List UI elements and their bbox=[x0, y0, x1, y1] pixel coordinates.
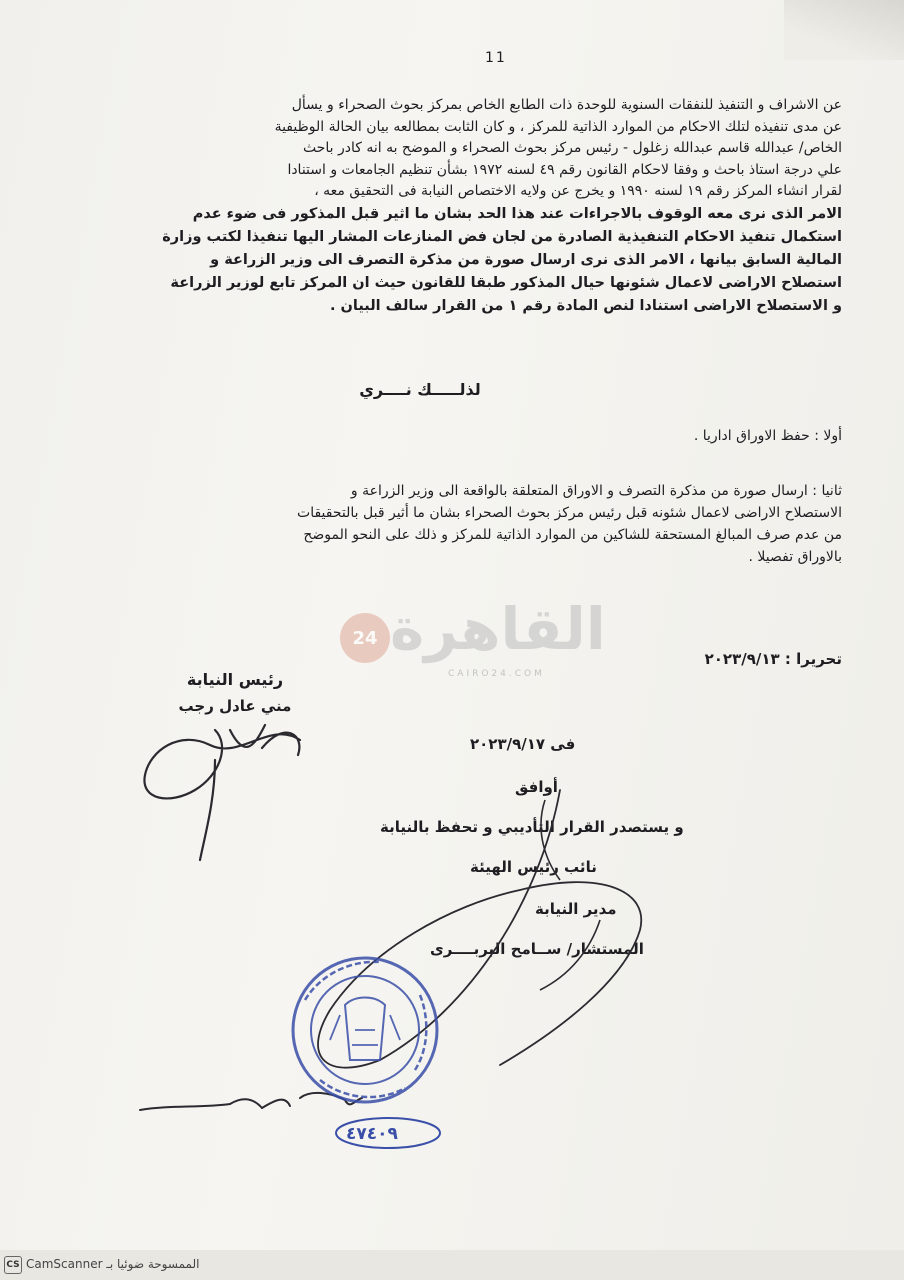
signatory-name: مني عادل رجب bbox=[178, 697, 292, 715]
text-line: بالاوراق تفصيلا . bbox=[748, 549, 842, 565]
page-number: 11 bbox=[485, 50, 507, 66]
handwritten-number: ٤٧٤٠٩ bbox=[346, 1124, 398, 1144]
text-line-bold: و الاستصلاح الاراضى استنادا لنص المادة رقم ١ من القرار سالف البيان . bbox=[330, 297, 842, 314]
text-line: علي درجة استاذ باحث و وفقا لاحكام القانون رقم ٤٩ لسنه ١٩٧٢ بشأن تنظيم الجامعات و استنادا bbox=[287, 161, 842, 178]
approval-instruction: و يستصدر القرار التأديبي و تحفظ بالنيابة bbox=[380, 818, 684, 836]
watermark-subtext: CAIRO24.COM bbox=[448, 669, 545, 679]
text-line-bold: الامر الذى نرى معه الوقوف بالاجراءات عند هذا الحد بشان ما اثير قبل المذكور فى ضوء عدم bbox=[192, 205, 842, 222]
official-stamp bbox=[293, 958, 437, 1102]
approval-date: فى ٢٠٢٣/٩/١٧ bbox=[470, 735, 576, 753]
text-line-bold: المالية السابق بيانها ، الامر الذى نرى ارسال صورة من مذكرة التصرف الى وزير الزراعة و bbox=[210, 251, 842, 268]
cairo24-watermark bbox=[330, 595, 606, 690]
approval-director-title: مدير النيابة bbox=[535, 900, 617, 918]
approval-approve: أوافق bbox=[515, 778, 558, 796]
signatory-title: رئيس النيابة bbox=[186, 670, 284, 689]
text-line: ثانيا : ارسال صورة من مذكرة التصرف و الاوراق المتعلقة بالواقعة الى وزير الزراعة و bbox=[350, 483, 842, 499]
camscanner-logo-icon: CS bbox=[4, 1256, 22, 1274]
text-line: الخاص/ عبدالله قاسم عبدالله زغلول - رئيس مركز بحوث الصحراء و الموضح به انه كادر باحث bbox=[302, 140, 842, 156]
text-line-bold: استصلاح الاراضى لاعمال شئونها حيال المذكور طبقا للقانون حيث ان المركز تابع لوزير الزراعة bbox=[170, 274, 842, 291]
scanner-footer bbox=[0, 1250, 904, 1280]
body-paragraph-1 bbox=[122, 95, 842, 318]
approval-deputy-title: نائب رئيس الهيئة bbox=[470, 858, 597, 876]
text-line: من عدم صرف المبالغ المستحقة للشاكين من الموارد الذاتية للمركز و ذلك على النحو الموضح bbox=[303, 527, 842, 543]
watermark-badge: 24 bbox=[340, 613, 390, 663]
text-line-bold: استكمال تنفيذ الاحكام التنفيذية الصادرة من لجان فض المنازعات المشار اليها تنفيذا لكتب وزارة bbox=[162, 228, 842, 245]
page-fold-shadow bbox=[784, 0, 904, 60]
text-line: عن مدى تنفيذه لتلك الاحكام من الموارد الذاتية للمركز ، و كان الثابت بمطالعه بيان الحالة الوظيفية bbox=[274, 118, 842, 135]
written-date: تحريرا : ٢٠٢٣/٩/١٣ bbox=[704, 650, 842, 668]
handwritten-note-bottom bbox=[140, 1093, 362, 1110]
text-line: لقرار انشاء المركز رقم ١٩ لسنه ١٩٩٠ و يخرج عن ولايه الاختصاص النيابة فى التحقيق معه ، bbox=[314, 183, 842, 199]
signature-scribble-left bbox=[144, 725, 300, 860]
camscanner-caption: CamScanner الممسوحة ضوئيا بـ bbox=[26, 1257, 200, 1271]
watermark-text: القاهرة bbox=[390, 595, 606, 663]
approval-counselor: المستشار/ ســامح البربــــرى bbox=[430, 940, 644, 958]
text-line: الاستصلاح الاراضى لاعمال شئونه قبل رئيس مركز بحوث الصحراء بشان ما أثير قبل بالتحقيقات bbox=[297, 505, 842, 521]
decision-heading: لذلـــــك نــــري bbox=[359, 380, 481, 399]
text-line: عن الاشراف و التنفيذ للنفقات السنوية للوحدة ذات الطابع الخاص بمركز بحوث الصحراء و يسأل bbox=[291, 97, 842, 113]
decision-item-1: أولا : حفظ الاوراق اداريا . bbox=[693, 428, 842, 444]
decision-item-2 bbox=[142, 480, 842, 568]
